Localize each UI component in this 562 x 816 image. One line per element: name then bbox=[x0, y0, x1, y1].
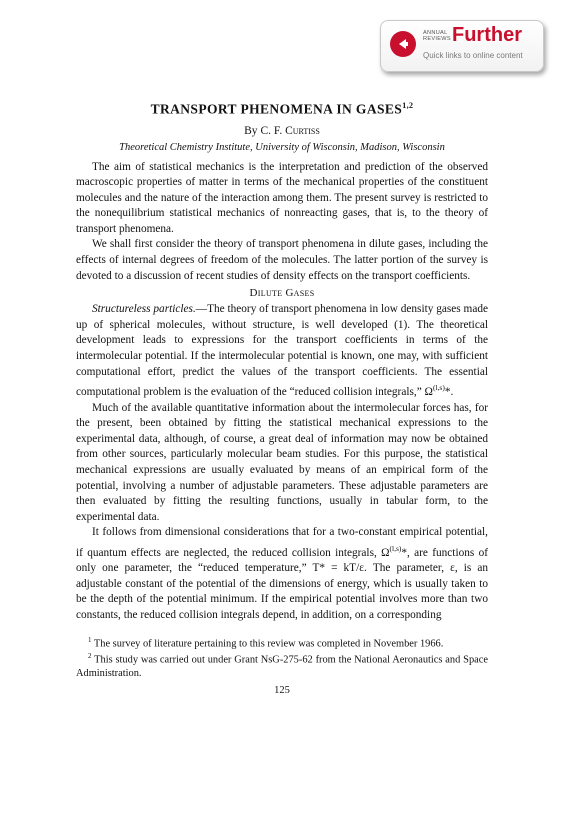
footnote-1-text: The survey of literature pertaining to this review was completed in November 1966. bbox=[93, 638, 444, 650]
footnote-2-mark: 2 bbox=[88, 652, 92, 661]
author-line bbox=[76, 124, 488, 138]
section-heading: Dilute Gases bbox=[249, 287, 315, 300]
collision-integral-superscript: (l,s) bbox=[432, 383, 445, 393]
footnote-1-mark: 1 bbox=[88, 635, 92, 644]
dimensional-text-1: It follows from dimensional considerations that for a two-constant empirical potential, if quantum effects are neglected, the reduced collision integrals, Ω bbox=[76, 526, 488, 559]
quantitative-info-paragraph: Much of the available quantitative information about the intermolecular forces has, for the present, been obtained by fitting the statistical mechanical expressions to the experimental data, although, of course, a great deal of information may now be obtained from other sources, particularly molecular beam studies. For this purpose, the statistical mechanical expressions are usually evaluated by means of an empirical form of the potential, involving a number of adjustable parameters. These adjustable parameters are then evaluated by fitting the resulting functions, usually in tabular form, to the experimental data. bbox=[76, 401, 488, 523]
footnotes bbox=[76, 634, 488, 680]
intro-paragraph-1: The aim of statistical mechanics is the interpretation and prediction of the observed macroscopic properties of matter in terms of the mechanical properties of the constituent molecules and the nature of the interaction among them. The present survey is restricted to the nonequilibrium statistical mechanics of nonreacting gases, that is, to the theory of transport phenomena. bbox=[76, 160, 488, 235]
author-prefix: By bbox=[244, 124, 258, 137]
structureless-lead: Structureless particles. bbox=[92, 303, 196, 316]
footnote-1 bbox=[76, 634, 488, 650]
article-page bbox=[76, 98, 488, 696]
back-arrow-circle-icon bbox=[390, 31, 416, 57]
further-wordmark: Further bbox=[452, 24, 522, 46]
further-badge[interactable] bbox=[380, 20, 544, 72]
quick-links-tagline: Quick links to online content bbox=[423, 51, 523, 60]
article-title: TRANSPORT PHENOMENA IN GASES$^{1,2}$ bbox=[150, 101, 414, 117]
footnote-2-text: This study was carried out under Grant NsG-275-62 from the National Aeronautics and Space Administration. bbox=[76, 654, 488, 679]
dimensional-superscript: (l,s) bbox=[389, 543, 402, 553]
annual-reviews-logo bbox=[423, 30, 451, 43]
title-footnote-marks: 1,2 bbox=[402, 101, 414, 110]
author-name: C. F. Curtiss bbox=[260, 124, 320, 137]
page-number: 125 bbox=[274, 684, 290, 696]
structureless-paragraph bbox=[76, 302, 488, 400]
affiliation: Theoretical Chemistry Institute, University of Wisconsin, Madison, Wisconsin bbox=[119, 141, 445, 153]
reviews-text: REVIEWS bbox=[423, 36, 451, 43]
dimensional-text-2: *, are functions of only one parameter, the “reduced temperature,” T* = kT/ε. The parameter, ε, is an adjustable constant of the potential of the dimensions of energy, which is usually taken to be the depth of the potential minimum. If the empirical potential involves more than two constants, the reduced collision integrals depend, in addition, on a corresponding bbox=[76, 546, 488, 622]
structureless-end: *. bbox=[444, 385, 454, 398]
annual-text: ANNUAL bbox=[423, 30, 448, 36]
dimensional-paragraph bbox=[76, 525, 488, 623]
intro-paragraph-2: We shall first consider the theory of transport phenomena in dilute gases, including the effects of internal degrees of freedom of the molecules. The latter portion of the survey is devoted to a discussion of recent studies of density effects on the transport coefficients. bbox=[76, 238, 488, 282]
footnote-2 bbox=[76, 650, 488, 679]
structureless-text: —The theory of transport phenomena in low density gases made up of spherical molecules, without structure, is well developed (1). The theoretical development leads to expressions for the transport coefficients in terms of the intermolecular potential. If the intermolecular potential is known, one may, with sufficient computational effort, predict the values of the transport coefficients. The essential computational problem is the evaluation of the “reduced collision integrals,” Ω bbox=[76, 303, 488, 398]
